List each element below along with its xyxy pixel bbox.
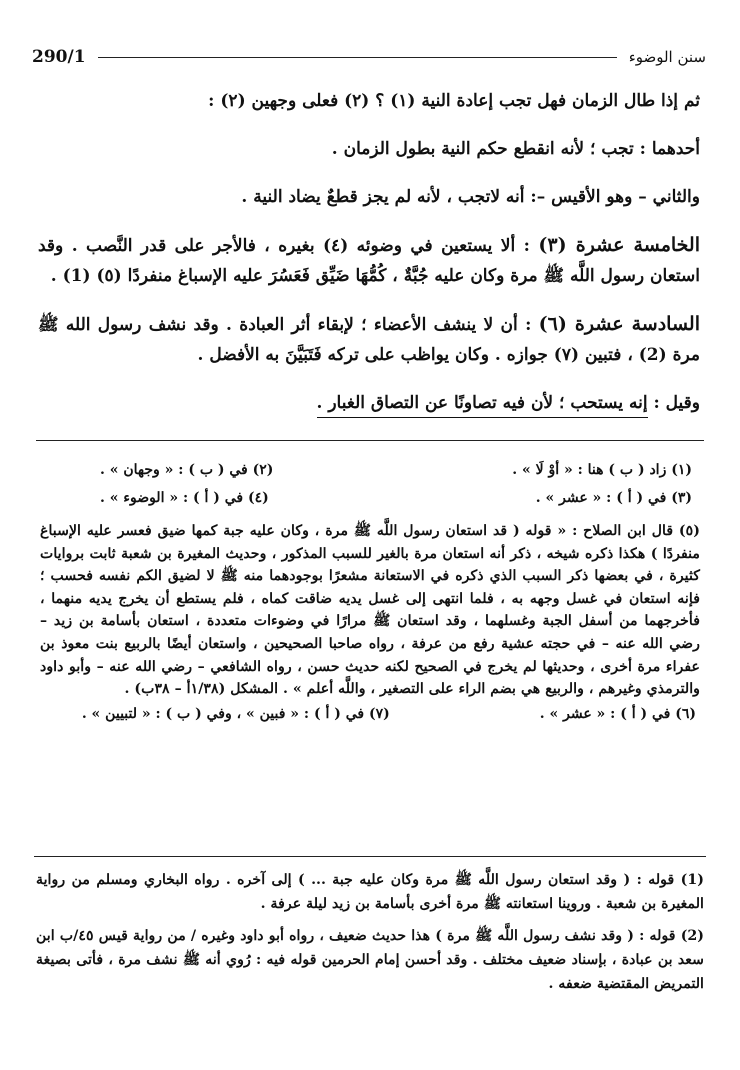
paragraph-6-start: وقيل : [647,393,700,413]
note-1: (١) زاد ( ب ) هنا : « أوْ لَا » . [512,462,692,478]
header-rule [98,57,617,58]
note-4: (٤) في ( أ ) : « الوضوء » . [100,490,269,506]
page-number: 290/1 [32,47,86,67]
section-heading-15: الخامسة عشرة (٣) [538,234,700,256]
paragraph-4-text: : ألا يستعين في وضوئه (٤) بغيره ، فالأجر على قدر النَّصب . وقد استعان رسول اللَّه ﷺ مرة وكان عليه جُبَّةٌ ، كُمُّهَا ضَيِّق فَعَسُرَ عليه الإسباغ منفردًا (٥) (1) . [38,236,700,286]
notes-separator [36,440,704,441]
paragraph-6-underlined: إنه يستحب ؛ لأن فيه تصاونًا عن التصاق الغبار . [317,393,648,418]
note-6: (٦) في ( أ ) : « عشر » . [539,705,696,722]
footnote-2: (2) قوله : ( وقد نشف رسول اللَّه ﷺ مرة ) هذا حديث ضعيف ، رواه أبو داود وغيره / من رواية قيس ٤٥/ب ابن سعد بن عبادة ، بإسناد ضعيف مختلف . وقد أحسن إمام الحرمين قوله فيه : رُوي أنه ﷺ نشف مرة ، فأتى بصيغة التمريض المقتضية ضعفه . [36,928,704,992]
note-7: (٧) في ( أ ) : « فبين » ، وفي ( ب ) : « لتبيين » . [81,705,390,722]
paragraph-4 [38,230,700,291]
paragraph-2: أحدهما : تجب ؛ لأنه انقطع حكم النية بطول الزمان . [331,139,700,159]
note-3: (٣) في ( أ ) : « عشر » . [535,490,692,506]
paragraph-1: ثم إذا طال الزمان فهل تجب إعادة النية (١) ؟ (٢) فعلى وجهين (٢) : [208,91,700,111]
section-heading-16: السادسة عشرة (٦) [538,313,700,335]
footnote-1: (1) قوله : ( وقد استعان رسول اللَّه ﷺ مرة وكان عليه جبة ... ) إلى آخره . رواه البخاري ومسلم من رواية المغيرة بن شعبة . وروينا استعانته ﷺ مرة أخرى بأسامة بن زيد ليلة عرفة . [36,872,704,912]
paragraph-6 [38,388,700,418]
paragraph-5 [38,309,700,370]
footnotes-separator [34,856,706,857]
note-row [40,701,700,727]
footnotes [36,868,704,1004]
main-text [38,86,700,418]
paragraph-5-text: : أن لا ينشف الأعضاء ؛ لإبقاء أثر العبادة . وقد نشف رسول الله ﷺ مرة (2) ، فتبين (٧) جوازه . وكان يواظب على تركه فَتَبَيَّنَ به الأفضل . [38,315,700,365]
note-row [40,484,700,512]
note-row [40,456,700,484]
variant-notes [40,456,700,727]
note-5: (٥) قال ابن الصلاح : « قوله ( قد استعان رسول اللَّه ﷺ مرة ، وكان عليه جبة كمها ضيق فعسر عليه الإسباغ منفردًا ) هكذا ذكره شيخه ، ذكر أنه استعان مرة بالغير للسبب المذكور ، وحديث المغيرة بن شعبة ثابت بروايات كثيرة ، في بعضها ذكر السبب الذي ذكره في الاستعانة مشعرًا بوجودهما منه ﷺ لا لضيق الكم نفسه فحسب ؛ فإنه استعان في غسل وجهه به ، فلما انتهى إلى غسل يديه ضاقت كماه ، فلم يستطع أن يخرج يديه منهما ، فأخرجهما من أسفل الجبة وغسلهما ، وقد استعان ﷺ مرارًا في وضوءات متعددة ، استعان بأسامة بن زيد – رضي الله عنه – في حجته عشية رفع من عرفة ، رواه صاحبا الصحيحين ، واستعان أيضًا بالربيع بنت معوذ بن عفراء مرة أخرى ، وحديثها لم يخرج في الصحيح لكنه حديث حسن ، رواه الشافعي – رضي الله عنه – وأبو داود والترمذي وغيرهم ، والربيع هي بضم الراء على التصغير ، واللَّه أعلم » . المشكل (١/٣٨أ – ٣٨ب) . [40,523,700,698]
paragraph-3: والثاني – وهو الأقيس –: أنه لاتجب ، لأنه لم يجز قطعٌ يضاد النية . [241,187,700,207]
book-title: سنن الوضوء [628,48,706,66]
running-header [32,44,706,70]
note-2: (٢) في ( ب ) : « وجهان » . [100,462,274,478]
